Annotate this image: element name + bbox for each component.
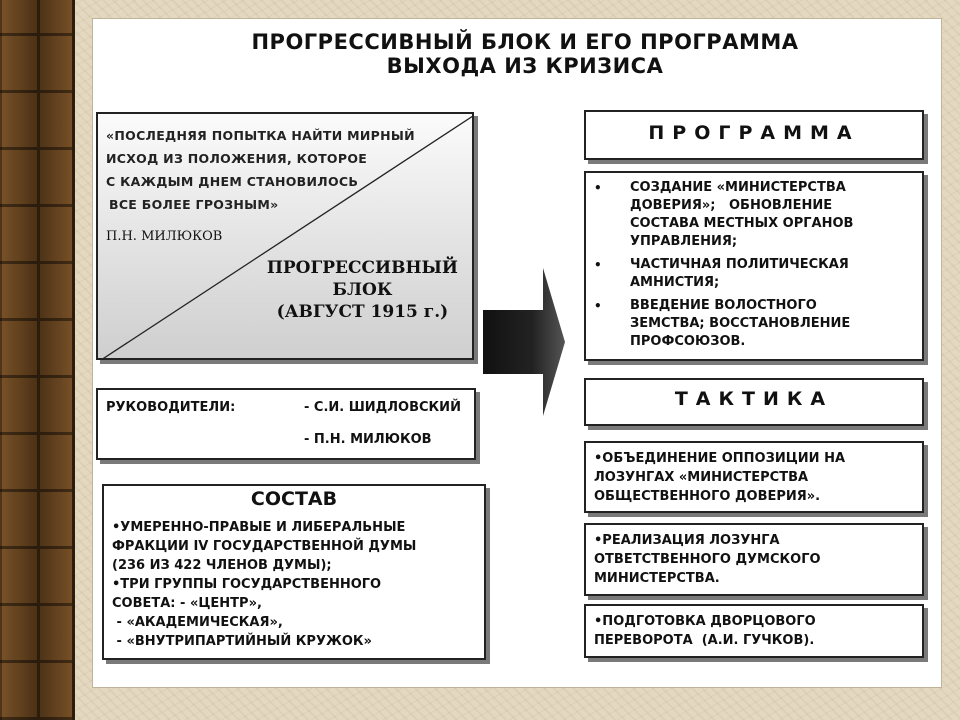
tactics-line: •РЕАЛИЗАЦИЯ ЛОЗУНГА [594, 533, 780, 548]
quote-author: П.Н. МИЛЮКОВ [106, 229, 223, 244]
quote-box [96, 112, 474, 360]
quote-line: С КАЖДЫМ ДНЕМ СТАНОВИЛОСЬ [106, 174, 359, 189]
composition-line: - «ВНУТРИПАРТИЙНЫЙ КРУЖОК» [112, 634, 372, 649]
bloc-title [267, 257, 458, 323]
tactics-item [584, 604, 924, 658]
composition-line: •ТРИ ГРУППЫ ГОСУДАРСТВЕННОГО [112, 577, 382, 592]
program-item-line: УПРАВЛЕНИЯ; [630, 234, 738, 249]
bloc-name-2: БЛОК [332, 280, 393, 300]
right-arrow-icon [483, 268, 565, 416]
program-item-line: ЗЕМСТВА; ВОССТАНОВЛЕНИЕ [630, 316, 851, 331]
program-list [594, 179, 853, 356]
program-item-line: АМНИСТИЯ; [630, 275, 720, 290]
program-item-line: ВВЕДЕНИЕ ВОЛОСТНОГО [630, 298, 817, 313]
slide-title [180, 30, 870, 78]
tactics-line: ЛОЗУНГАХ «МИНИСТЕРСТВА [594, 470, 809, 485]
composition-line: СОВЕТА: - «ЦЕНТР», [112, 596, 262, 611]
tactics-line: •ПОДГОТОВКА ДВОРЦОВОГО [594, 614, 816, 629]
program-item [594, 297, 853, 351]
tactics-item [584, 441, 924, 513]
program-item [594, 179, 853, 251]
tactics-line: ОТВЕТСТВЕННОГО ДУМСКОГО [594, 552, 821, 567]
strip-divider [37, 0, 40, 720]
program-list-box [584, 171, 924, 361]
composition-list [112, 518, 416, 651]
bullet-icon: • [594, 181, 602, 195]
quote-line: ИСХОД ИЗ ПОЛОЖЕНИЯ, КОТОРОЕ [106, 151, 368, 166]
leaders-label: РУКОВОДИТЕЛИ: [106, 400, 236, 415]
leader-item: - С.И. ШИДЛОВСКИЙ [304, 400, 461, 415]
program-item-line: ЧАСТИЧНАЯ ПОЛИТИЧЕСКАЯ [630, 257, 849, 272]
tactics-line: МИНИСТЕРСТВА. [594, 571, 720, 586]
program-item-line: СОЗДАНИЕ «МИНИСТЕРСТВА [630, 180, 846, 195]
program-item-line: ПРОФСОЮЗОВ. [630, 334, 746, 349]
program-item-line: СОСТАВА МЕСТНЫХ ОРГАНОВ [630, 216, 854, 231]
bloc-date: (АВГУСТ 1915 г.) [276, 302, 449, 322]
leader-item: - П.Н. МИЛЮКОВ [304, 432, 432, 447]
program-item [594, 256, 853, 292]
tactics-line: ПЕРЕВОРОТА (А.И. ГУЧКОВ). [594, 633, 815, 648]
tactics-header [584, 378, 924, 426]
program-header [584, 110, 924, 160]
strip-divider [72, 0, 75, 720]
leaders-box [96, 388, 476, 460]
tactics-line: •ОБЪЕДИНЕНИЕ ОППОЗИЦИИ НА [594, 451, 846, 466]
program-item-line: ДОВЕРИЯ»; ОБНОВЛЕНИЕ [630, 198, 833, 213]
composition-line: •УМЕРЕННО-ПРАВЫЕ И ЛИБЕРАЛЬНЫЕ [112, 520, 406, 535]
quote-line: «ПОСЛЕДНЯЯ ПОПЫТКА НАЙТИ МИРНЫЙ [106, 128, 415, 143]
title-line-2: ВЫХОДА ИЗ КРИЗИСА [386, 54, 664, 78]
tactics-heading: ТАКТИКА [674, 388, 834, 410]
bloc-name: ПРОГРЕССИВНЫЙ [266, 258, 458, 278]
milyukov-quote [106, 124, 415, 216]
program-heading: ПРОГРАММА [648, 122, 860, 144]
quote-line: ВСЕ БОЛЕЕ ГРОЗНЫМ» [109, 197, 279, 212]
title-line-1: ПРОГРЕССИВНЫЙ БЛОК И ЕГО ПРОГРАММА [251, 30, 799, 54]
decorative-side-strip [0, 0, 75, 720]
bullet-icon: • [594, 299, 602, 313]
composition-box [102, 484, 486, 660]
composition-line: ФРАКЦИИ IV ГОСУДАРСТВЕННОЙ ДУМЫ [112, 539, 417, 554]
tactics-item [584, 523, 924, 596]
composition-line: - «АКАДЕМИЧЕСКАЯ», [112, 615, 283, 630]
tactics-line: ОБЩЕСТВЕННОГО ДОВЕРИЯ». [594, 489, 821, 504]
composition-heading: СОСТАВ [250, 488, 338, 510]
composition-line: (236 ИЗ 422 ЧЛЕНОВ ДУМЫ); [112, 558, 332, 573]
bullet-icon: • [594, 258, 602, 272]
